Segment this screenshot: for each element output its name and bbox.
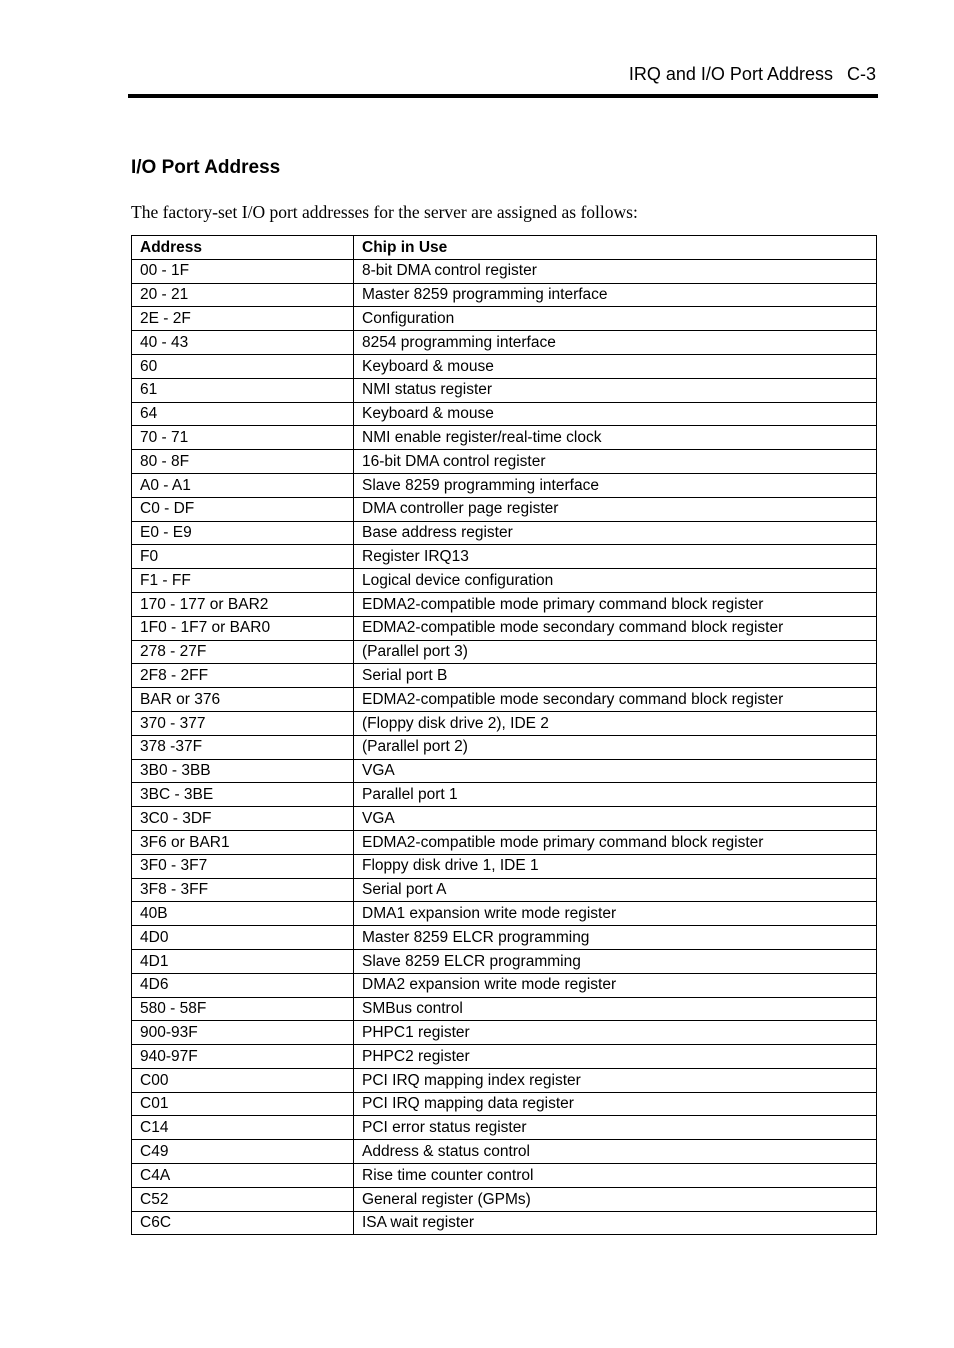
- address-cell: 1F0 - 1F7 or BAR0: [132, 616, 354, 640]
- chip-cell: VGA: [354, 807, 877, 831]
- address-cell: 40 - 43: [132, 331, 354, 355]
- chip-cell: Serial port B: [354, 664, 877, 688]
- address-cell: 278 - 27F: [132, 640, 354, 664]
- table-row: [132, 735, 877, 759]
- table-row: [132, 711, 877, 735]
- chip-cell: Slave 8259 programming interface: [354, 473, 877, 497]
- address-cell: C49: [132, 1140, 354, 1164]
- chip-cell: (Parallel port 2): [354, 735, 877, 759]
- address-cell: F1 - FF: [132, 569, 354, 593]
- address-cell: C01: [132, 1092, 354, 1116]
- chip-cell: Master 8259 ELCR programming: [354, 926, 877, 950]
- table-row: [132, 878, 877, 902]
- table-row: [132, 1187, 877, 1211]
- table-body: [132, 259, 877, 1235]
- table-row: [132, 331, 877, 355]
- chip-cell: Base address register: [354, 521, 877, 545]
- address-cell: 940-97F: [132, 1045, 354, 1069]
- table-row: [132, 640, 877, 664]
- address-cell: C52: [132, 1187, 354, 1211]
- chip-cell: DMA controller page register: [354, 497, 877, 521]
- table-row: [132, 1211, 877, 1235]
- address-cell: 00 - 1F: [132, 259, 354, 283]
- address-cell: C14: [132, 1116, 354, 1140]
- table-row: [132, 807, 877, 831]
- table-row: [132, 1045, 877, 1069]
- running-header-section: IRQ and I/O Port Address: [628, 64, 833, 84]
- table-row: [132, 283, 877, 307]
- address-cell: 20 - 21: [132, 283, 354, 307]
- chip-cell: SMBus control: [354, 997, 877, 1021]
- chip-cell: Floppy disk drive 1, IDE 1: [354, 854, 877, 878]
- chip-cell: EDMA2-compatible mode primary command block register: [354, 592, 877, 616]
- chip-cell: 8254 programming interface: [354, 331, 877, 355]
- chip-cell: Serial port A: [354, 878, 877, 902]
- chip-cell: EDMA2-compatible mode secondary command block register: [354, 616, 877, 640]
- column-header-chip: Chip in Use: [354, 236, 877, 260]
- chip-cell: NMI enable register/real-time clock: [354, 426, 877, 450]
- table-header-row: [132, 236, 877, 260]
- running-header: [629, 64, 876, 85]
- table-row: [132, 259, 877, 283]
- chip-cell: NMI status register: [354, 378, 877, 402]
- table-row: [132, 997, 877, 1021]
- table-row: [132, 402, 877, 426]
- address-cell: 378 -37F: [132, 735, 354, 759]
- table-row: [132, 1164, 877, 1188]
- section-title: I/O Port Address: [131, 157, 281, 178]
- table-row: [132, 450, 877, 474]
- table-row: [132, 473, 877, 497]
- table-row: [132, 426, 877, 450]
- chip-cell: PCI IRQ mapping index register: [354, 1068, 877, 1092]
- address-cell: 2E - 2F: [132, 307, 354, 331]
- chip-cell: Rise time counter control: [354, 1164, 877, 1188]
- chip-cell: PHPC1 register: [354, 1021, 877, 1045]
- table-row: [132, 759, 877, 783]
- address-cell: 64: [132, 402, 354, 426]
- address-cell: 170 - 177 or BAR2: [132, 592, 354, 616]
- address-cell: 3B0 - 3BB: [132, 759, 354, 783]
- address-cell: C6C: [132, 1211, 354, 1235]
- chip-cell: ISA wait register: [354, 1211, 877, 1235]
- table-row: [132, 1116, 877, 1140]
- table-row: [132, 1092, 877, 1116]
- address-cell: 60: [132, 354, 354, 378]
- address-cell: F0: [132, 545, 354, 569]
- address-cell: BAR or 376: [132, 688, 354, 712]
- table-row: [132, 1021, 877, 1045]
- address-cell: 3F0 - 3F7: [132, 854, 354, 878]
- table-row: [132, 497, 877, 521]
- intro-paragraph: The factory-set I/O port addresses for the server are assigned as follows:: [131, 202, 638, 222]
- header-rule: [128, 94, 878, 98]
- address-cell: 40B: [132, 902, 354, 926]
- table-row: [132, 354, 877, 378]
- table-row: [132, 688, 877, 712]
- chip-cell: DMA2 expansion write mode register: [354, 973, 877, 997]
- chip-cell: Configuration: [354, 307, 877, 331]
- address-cell: C0 - DF: [132, 497, 354, 521]
- address-cell: 3BC - 3BE: [132, 783, 354, 807]
- chip-cell: Logical device configuration: [354, 569, 877, 593]
- chip-cell: DMA1 expansion write mode register: [354, 902, 877, 926]
- table-row: [132, 902, 877, 926]
- address-cell: 4D1: [132, 949, 354, 973]
- chip-cell: (Parallel port 3): [354, 640, 877, 664]
- address-cell: E0 - E9: [132, 521, 354, 545]
- table-row: [132, 854, 877, 878]
- address-cell: C4A: [132, 1164, 354, 1188]
- table-row: [132, 830, 877, 854]
- table-row: [132, 378, 877, 402]
- column-header-address: Address: [132, 236, 354, 260]
- address-cell: A0 - A1: [132, 473, 354, 497]
- address-cell: 3F6 or BAR1: [132, 830, 354, 854]
- page-number: C-3: [846, 64, 876, 84]
- chip-cell: Address & status control: [354, 1140, 877, 1164]
- table-row: [132, 926, 877, 950]
- table-row: [132, 973, 877, 997]
- table-row: [132, 545, 877, 569]
- chip-cell: PCI IRQ mapping data register: [354, 1092, 877, 1116]
- address-cell: 2F8 - 2FF: [132, 664, 354, 688]
- address-cell: 900-93F: [132, 1021, 354, 1045]
- table-row: [132, 307, 877, 331]
- table-row: [132, 1068, 877, 1092]
- chip-cell: Register IRQ13: [354, 545, 877, 569]
- address-cell: 580 - 58F: [132, 997, 354, 1021]
- chip-cell: VGA: [354, 759, 877, 783]
- table-row: [132, 569, 877, 593]
- chip-cell: PHPC2 register: [354, 1045, 877, 1069]
- table-row: [132, 521, 877, 545]
- io-port-table: [131, 235, 877, 1235]
- table-row: [132, 949, 877, 973]
- chip-cell: 16-bit DMA control register: [354, 450, 877, 474]
- chip-cell: Keyboard & mouse: [354, 402, 877, 426]
- chip-cell: Master 8259 programming interface: [354, 283, 877, 307]
- chip-cell: 8-bit DMA control register: [354, 259, 877, 283]
- chip-cell: Parallel port 1: [354, 783, 877, 807]
- address-cell: 70 - 71: [132, 426, 354, 450]
- address-cell: 3F8 - 3FF: [132, 878, 354, 902]
- table-row: [132, 664, 877, 688]
- chip-cell: PCI error status register: [354, 1116, 877, 1140]
- chip-cell: General register (GPMs): [354, 1187, 877, 1211]
- address-cell: 61: [132, 378, 354, 402]
- table-row: [132, 592, 877, 616]
- table-row: [132, 616, 877, 640]
- chip-cell: Slave 8259 ELCR programming: [354, 949, 877, 973]
- table-row: [132, 1140, 877, 1164]
- chip-cell: (Floppy disk drive 2), IDE 2: [354, 711, 877, 735]
- table-row: [132, 783, 877, 807]
- address-cell: 370 - 377: [132, 711, 354, 735]
- address-cell: 80 - 8F: [132, 450, 354, 474]
- address-cell: C00: [132, 1068, 354, 1092]
- chip-cell: EDMA2-compatible mode primary command block register: [354, 830, 877, 854]
- chip-cell: Keyboard & mouse: [354, 354, 877, 378]
- address-cell: 3C0 - 3DF: [132, 807, 354, 831]
- address-cell: 4D0: [132, 926, 354, 950]
- chip-cell: EDMA2-compatible mode secondary command block register: [354, 688, 877, 712]
- address-cell: 4D6: [132, 973, 354, 997]
